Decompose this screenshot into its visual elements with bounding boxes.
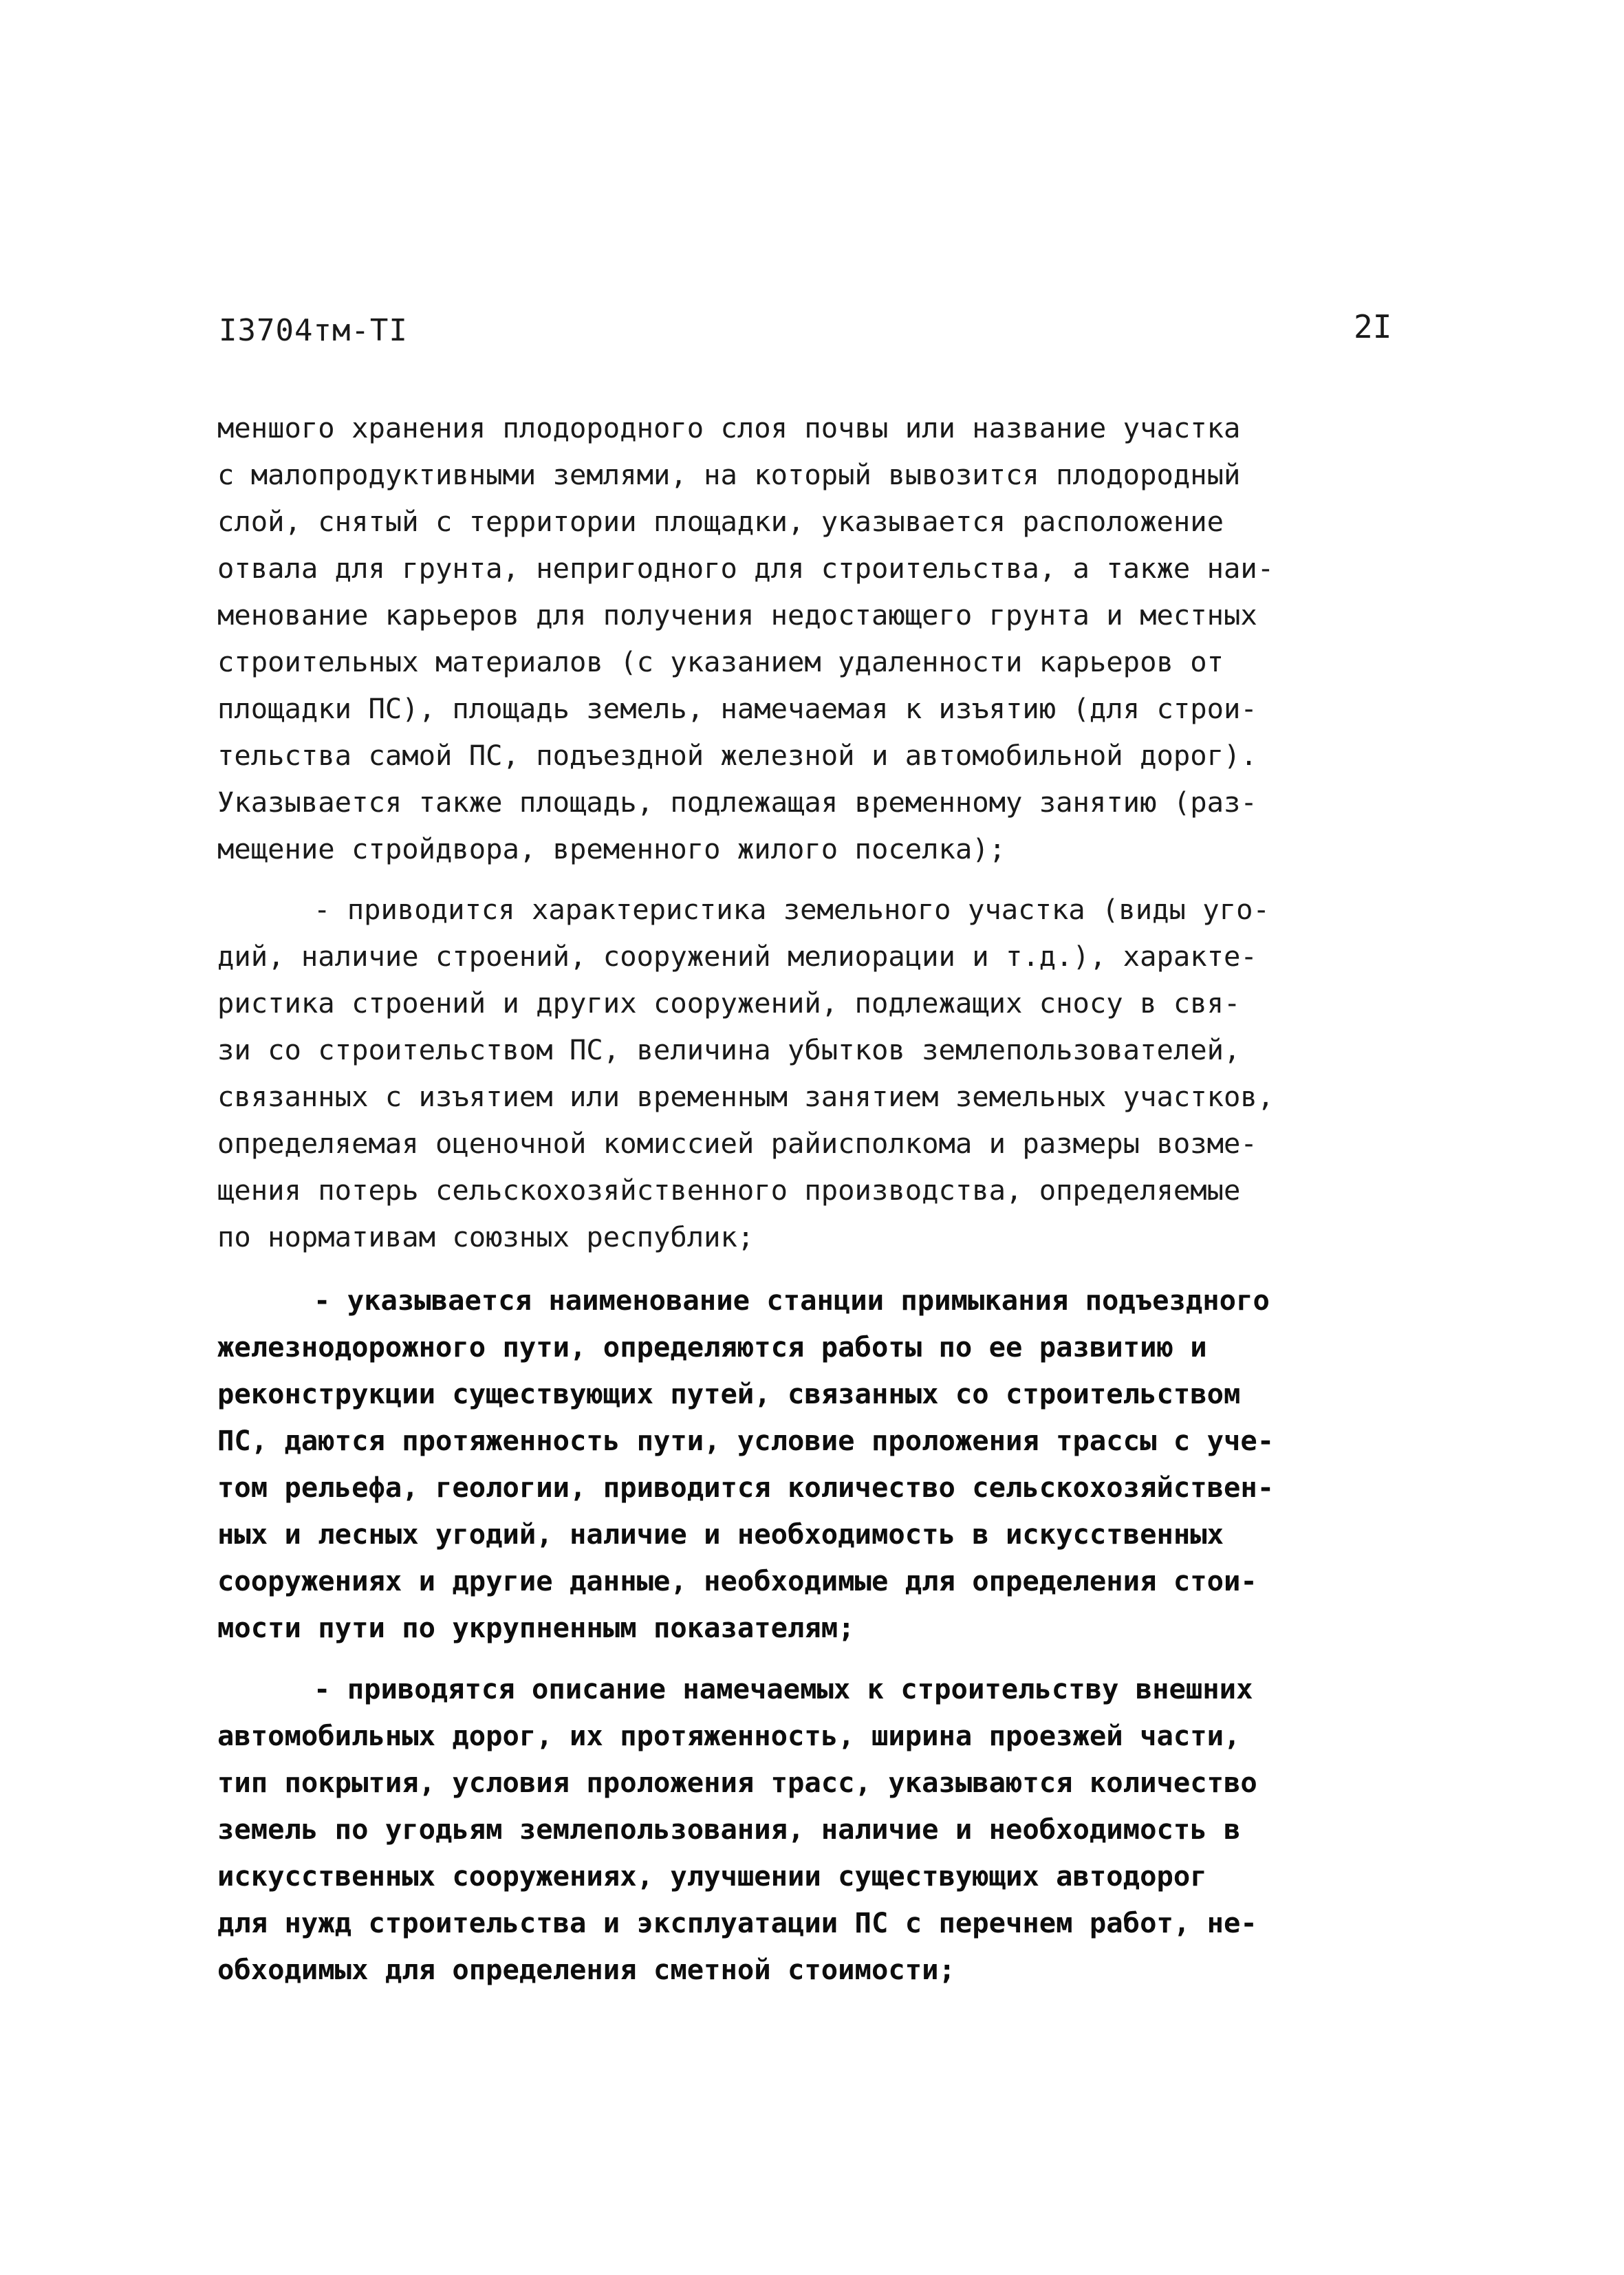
text-line: реконструкции существующих путей, связанных со строительством (217, 1377, 1241, 1410)
text-line: ных и лесных угодий, наличие и необходимость в искусственных (217, 1518, 1224, 1551)
text-line: слой, снятый с территории площадки, указывается расположение (217, 505, 1224, 538)
text-line: - приводятся описание намечаемых к строительству внешних (314, 1672, 1253, 1705)
text-line: мещение стройдвора, временного жилого поселка); (217, 832, 1006, 865)
text-line: ПС, даются протяженность пути, условие проложения трассы с уче- (217, 1424, 1275, 1457)
text-line: ристика строений и других сооружений, подлежащих сносу в свя- (217, 986, 1241, 1020)
page-number: 2I (1354, 308, 1392, 345)
text-line: менование карьеров для получения недостающего грунта и местных (217, 599, 1257, 632)
text-line: дий, наличие строений, сооружений мелиорации и т.д.), характе- (217, 940, 1257, 973)
text-line: мости пути по укрупненным показателям; (217, 1611, 855, 1644)
text-line: обходимых для определения сметной стоимости; (217, 1953, 955, 1986)
text-line: том рельефа, геологии, приводится количество сельскохозяйствен- (217, 1471, 1275, 1504)
text-line: тельства самой ПС, подъездной железной и автомобильной дорог). (217, 739, 1257, 772)
text-line: - приводится характеристика земельного участка (виды уго- (314, 893, 1270, 926)
text-line: Указывается также площадь, подлежащая временному занятию (раз- (217, 786, 1257, 819)
text-line: строительных материалов (с указанием удаленности карьеров от (217, 645, 1224, 678)
text-line: сооружениях и другие данные, необходимые для определения стои- (217, 1564, 1257, 1597)
text-line: искусственных сооружениях, улучшении существующих автодорог (217, 1859, 1207, 1893)
text-line: щения потерь сельскохозяйственного производства, определяемые (217, 1174, 1241, 1207)
text-line: - указывается наименование станции примыкания подъездного (314, 1284, 1270, 1317)
text-line: земель по угодьям землепользования, наличие и необходимость в (217, 1813, 1241, 1846)
document-code: I3704тм-TI (219, 313, 408, 348)
text-line: с малопродуктивными землями, на который вывозится плодородный (217, 458, 1241, 491)
text-line: отвала для грунта, непригодного для строительства, а также наи- (217, 552, 1275, 585)
text-line: для нужд строительства и эксплуатации ПС с перечнем работ, не- (217, 1906, 1257, 1939)
text-line: по нормативам союзных республик; (217, 1220, 755, 1253)
text-line: автомобильных дорог, их протяженность, ширина проезжей части, (217, 1719, 1241, 1752)
text-line: тип покрытия, условия проложения трасс, указываются количество (217, 1766, 1257, 1799)
text-line: зи со строительством ПС, величина убытков землепользователей, (217, 1033, 1241, 1066)
text-line: меншого хранения плодородного слоя почвы или название участка (217, 411, 1241, 444)
text-line: связанных с изъятием или временным занятием земельных участков, (217, 1080, 1275, 1113)
text-line: определяемая оценочной комиссией райисполкома и размеры возме- (217, 1127, 1257, 1160)
text-line: железнодорожного пути, определяются работы по ее развитию и (217, 1330, 1207, 1363)
text-line: площадки ПС), площадь земель, намечаемая к изъятию (для строи- (217, 692, 1257, 725)
